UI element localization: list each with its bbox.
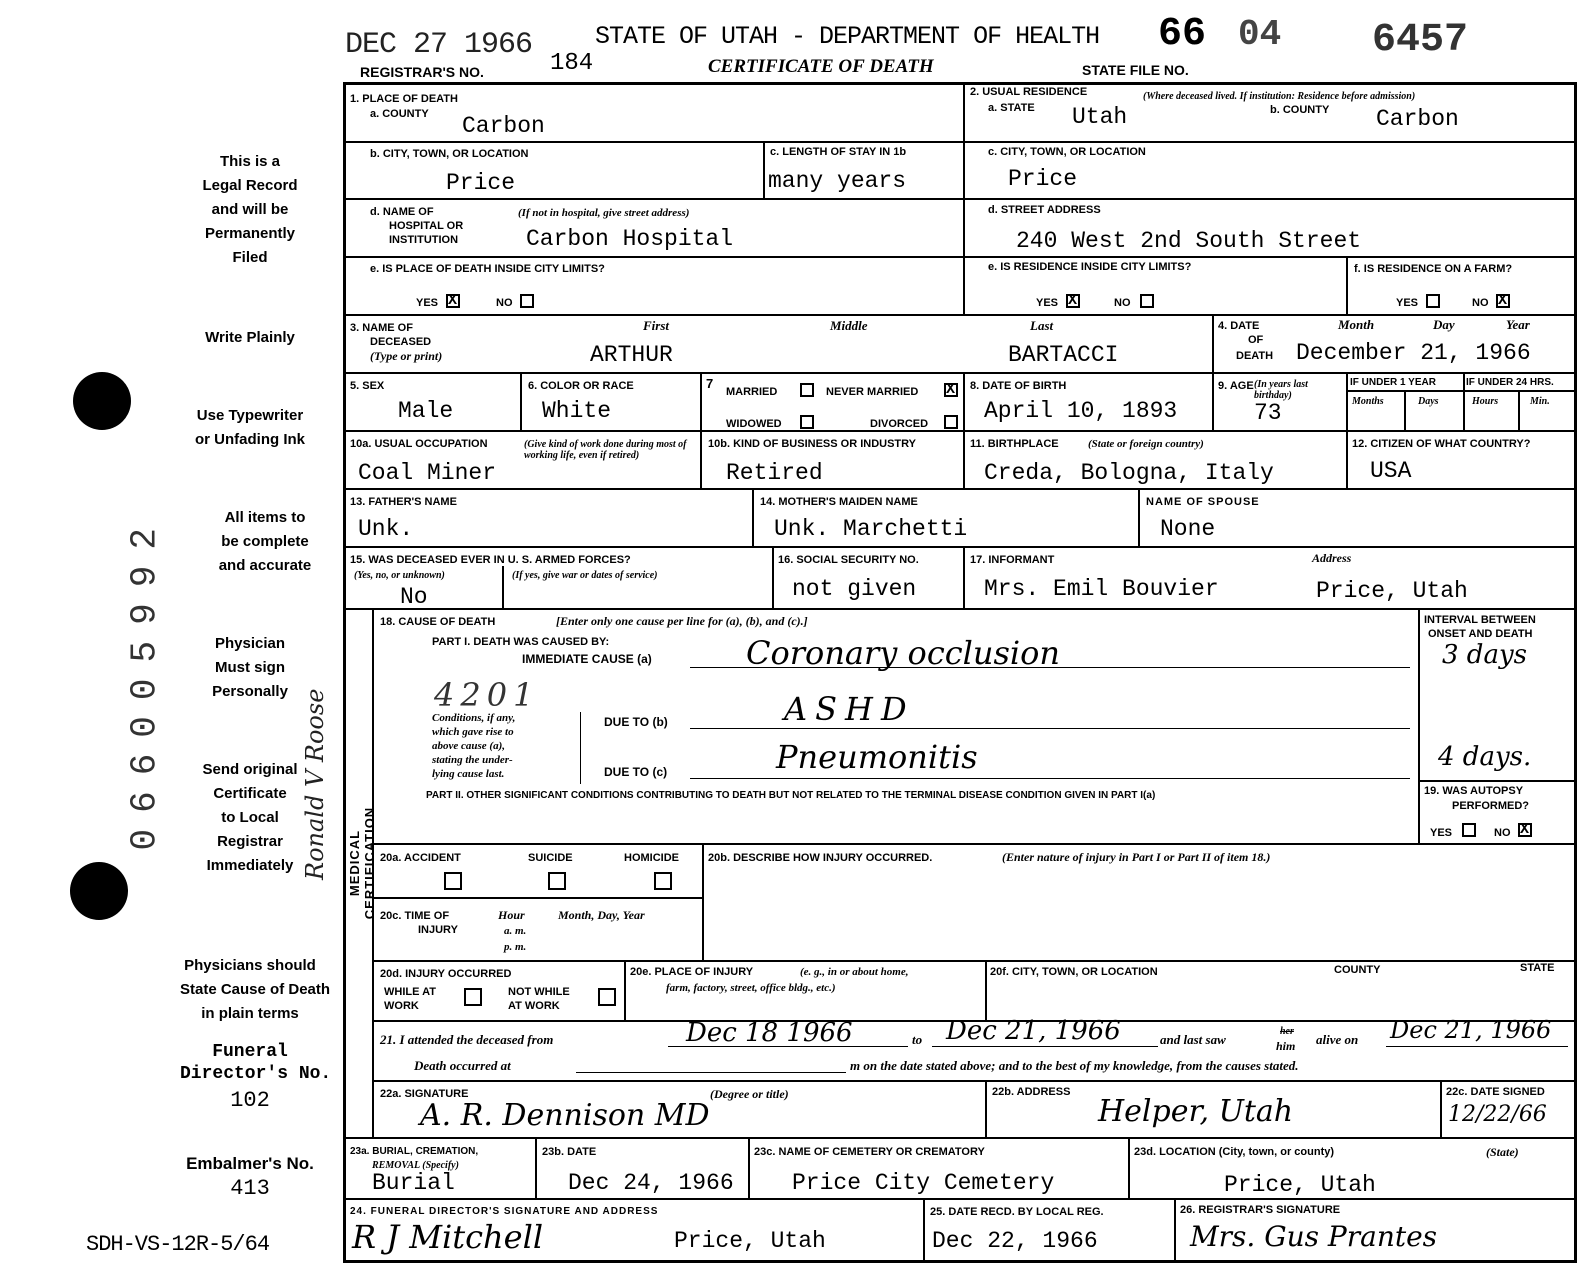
business-label: 10b. KIND OF BUSINESS OR INDUSTRY	[708, 438, 917, 450]
sidebar-send-3: to Local	[221, 809, 279, 826]
res-limits-no-checkbox[interactable]	[1140, 294, 1154, 308]
line-v-received	[923, 1198, 925, 1261]
injury-city-label: 20f. CITY, TOWN, OR LOCATION	[990, 966, 1158, 978]
immediate-cause-label: IMMEDIATE CAUSE (a)	[522, 652, 652, 666]
pod-county-label: a. COUNTY	[370, 108, 429, 120]
res-limits-yes-label: YES	[1036, 297, 1059, 309]
line-v-cemetery	[748, 1137, 750, 1198]
sidebar-physician-2: Must sign	[215, 659, 285, 676]
line-v-sex	[520, 372, 522, 430]
pod-limits-no-checkbox[interactable]	[520, 294, 534, 308]
race-field[interactable]: White	[542, 398, 612, 424]
autopsy-label: 19. WAS AUTOPSY	[1424, 785, 1524, 797]
autopsy-no-label: NO	[1494, 827, 1511, 839]
informant-label: 17. INFORMANT	[970, 554, 1055, 566]
dob-field[interactable]: April 10, 1893	[984, 398, 1178, 424]
sidebar-funeral-label-1: Funeral	[212, 1042, 288, 1062]
date-of-death-field[interactable]: December 21, 1966	[1296, 340, 1531, 366]
line-v-farm	[1346, 256, 1348, 314]
date-signed-label: 22c. DATE SIGNED	[1446, 1086, 1545, 1098]
hospital-label-1: HOSPITAL OR	[389, 220, 464, 232]
injury-hour-label: Hour	[498, 908, 525, 922]
due-to-b-label: DUE TO (b)	[604, 715, 668, 729]
pod-city-field[interactable]: Price	[446, 170, 516, 196]
birthplace-label: 11. BIRTHPLACE	[970, 438, 1059, 450]
time-of-injury-label-2: INJURY	[418, 924, 458, 936]
hospital-note: (If not in hospital, give street address)	[518, 207, 690, 219]
part2-label: PART II. OTHER SIGNIFICANT CONDITIONS CONTRIBUTING TO DEATH BUT NOT RELATED TO THE TERMINAL DISEASE CONDITION GIVEN IN PART I(a)	[426, 790, 1156, 801]
line-v-registrar	[1174, 1198, 1176, 1261]
spouse-field[interactable]: None	[1160, 516, 1216, 542]
funeral-director-label: 24. FUNERAL DIRECTOR'S SIGNATURE AND ADDRESS	[350, 1206, 659, 1217]
line-v-stay	[763, 141, 765, 198]
stamp-number-a: 66	[1158, 12, 1207, 57]
alive-on-field[interactable]: Dec 21, 1966	[1390, 1016, 1552, 1044]
cause-note: [Enter only one cause per line for (a), (b), and (c).]	[556, 614, 808, 628]
autopsy-yes-label: YES	[1430, 827, 1453, 839]
res-state-label: a. STATE	[988, 102, 1035, 114]
res-county-field[interactable]: Carbon	[1376, 106, 1459, 132]
injury-pm-label: p. m.	[504, 941, 527, 953]
citizen-label: 12. CITIZEN OF WHAT COUNTRY?	[1352, 438, 1531, 450]
cause-code: 4201	[434, 676, 540, 714]
first-name-field[interactable]: ARTHUR	[590, 342, 673, 368]
autopsy-no-checkbox[interactable]	[1518, 823, 1532, 837]
dod-day-label: Day	[1433, 317, 1455, 332]
line-h1	[343, 141, 1576, 143]
armed-forces-note-2: (If yes, give war or dates of service)	[512, 570, 658, 581]
sidebar-embalmer-label: Embalmer's No.	[186, 1154, 314, 1173]
sidebar-complete-3: and accurate	[218, 557, 312, 574]
attended-label: 21. I attended the deceased from	[380, 1032, 554, 1047]
stamp-number-c: 6457	[1372, 18, 1469, 63]
conditions-note-5: lying cause last.	[432, 768, 505, 780]
line-v-date	[1212, 314, 1214, 372]
death-statement: m on the date stated above; and to the best of my knowledge, from the causes stated.	[850, 1058, 1299, 1073]
line-h15	[343, 1137, 1576, 1139]
not-while-at-work-label-2: AT WORK	[508, 1000, 560, 1012]
res-farm-no-checkbox[interactable]	[1496, 294, 1510, 308]
dod-year-label: Year	[1506, 317, 1530, 332]
part1-label: PART I. DEATH WAS CAUSED BY:	[432, 636, 610, 648]
conditions-note-3: above cause (a),	[432, 740, 506, 752]
funeral-director-address[interactable]: Price, Utah	[674, 1228, 826, 1254]
line-v-injury-place	[624, 960, 626, 1020]
punch-hole-top	[73, 372, 131, 430]
burial-state-label: (State)	[1486, 1145, 1519, 1159]
received-label: 25. DATE RECD. BY LOCAL REG.	[930, 1206, 1104, 1218]
res-farm-label: f. IS RESIDENCE ON A FARM?	[1354, 263, 1513, 275]
alive-on-line	[1386, 1046, 1568, 1047]
due-to-b-field[interactable]: ASHD	[784, 690, 915, 728]
res-street-label: d. STREET ADDRESS	[988, 204, 1101, 216]
burial-method-field[interactable]: Burial	[372, 1170, 455, 1196]
vertical-serial-number: 066005992	[124, 512, 166, 851]
line-h4	[343, 314, 1576, 316]
sidebar-cause-3: in plain terms	[201, 1005, 299, 1022]
immediate-cause-field[interactable]: Coronary occlusion	[746, 634, 1061, 672]
line-v-burial-date	[535, 1137, 537, 1198]
ssn-field[interactable]: not given	[792, 576, 917, 602]
burial-method-label: 23a. BURIAL, CREMATION,	[350, 1146, 479, 1157]
medical-certification-label: MEDICAL CERTIFICATION	[347, 806, 377, 920]
while-at-work-label: WHILE AT	[384, 986, 436, 998]
line-v-under24	[1463, 372, 1465, 430]
line-h14	[372, 1080, 1576, 1082]
sidebar-physician-1: Physician	[214, 635, 286, 652]
injury-county-label: COUNTY	[1334, 964, 1381, 976]
res-farm-yes-checkbox[interactable]	[1426, 294, 1440, 308]
date-signed-field[interactable]: 12/22/66	[1448, 1102, 1547, 1127]
due-to-b-line	[690, 728, 1410, 729]
line-h9	[343, 608, 1576, 610]
injury-am-label: a. m.	[504, 925, 527, 937]
father-field[interactable]: Unk.	[358, 516, 414, 542]
age-note: (In years last birthday)	[1254, 379, 1308, 401]
armed-forces-note-1: (Yes, no, or unknown)	[354, 570, 445, 581]
line-v-informant	[963, 546, 965, 608]
accident-checkbox[interactable]	[444, 872, 462, 890]
sidebar-send-1: Send original	[202, 761, 298, 778]
sidebar-legal-line-3: and will be	[211, 201, 289, 218]
deceased-name-label: 3. NAME OF	[350, 322, 413, 334]
hospital-field[interactable]: Carbon Hospital	[526, 226, 734, 252]
physician-address-label: 22b. ADDRESS	[992, 1086, 1071, 1098]
due-to-c-label: DUE TO (c)	[604, 765, 668, 779]
line-v-days	[1404, 390, 1406, 430]
registrar-signature[interactable]: Mrs. Gus Prantes	[1190, 1220, 1438, 1253]
injury-place-label: 20e. PLACE OF INJURY	[630, 966, 754, 978]
line-h12	[372, 960, 1576, 962]
race-label: 6. COLOR OR RACE	[528, 380, 634, 392]
state-file-label: STATE FILE NO.	[1082, 62, 1189, 78]
spouse-label: NAME OF SPOUSE	[1146, 496, 1260, 508]
sidebar-complete-2: be complete	[221, 533, 309, 550]
form-code: SDH-VS-12R-5/64	[86, 1232, 270, 1257]
divorced-checkbox[interactable]	[944, 415, 958, 429]
sidebar-write-plainly: Write Plainly	[205, 329, 295, 346]
line-h10	[372, 843, 1576, 845]
line-v-forces	[502, 566, 504, 608]
alive-on-label: alive on	[1316, 1032, 1359, 1047]
res-county-label: b. COUNTY	[1270, 104, 1330, 116]
sex-field[interactable]: Male	[398, 398, 454, 424]
occupation-note: (Give kind of work done during most of working life, even if retired)	[524, 439, 687, 461]
line-h11	[372, 897, 702, 899]
birthplace-note: (State or foreign country)	[1088, 438, 1204, 450]
interval-label: INTERVAL BETWEEN	[1424, 614, 1536, 626]
line-h2	[343, 198, 1576, 200]
interval-a-field[interactable]: 3 days	[1442, 640, 1527, 670]
line-h-under	[1346, 390, 1576, 392]
line-v-occupation	[700, 430, 702, 488]
frame-top	[343, 82, 1576, 85]
line-v-spouse	[1138, 488, 1140, 546]
res-limits-no-label: NO	[1114, 297, 1131, 309]
widowed-label: WIDOWED	[726, 418, 782, 430]
last-saw-label: and last saw	[1160, 1032, 1226, 1047]
sidebar-send-2: Certificate	[213, 785, 287, 802]
line-v-interval	[1418, 608, 1420, 843]
informant-field[interactable]: Mrs. Emil Bouvier	[984, 576, 1219, 602]
received-field[interactable]: Dec 22, 1966	[932, 1228, 1098, 1254]
funeral-director-signature[interactable]: R J Mitchell	[352, 1218, 544, 1256]
deceased-name-label-2: DECEASED	[370, 336, 432, 348]
sidebar-funeral-no: 102	[230, 1088, 270, 1113]
never-married-label: NEVER MARRIED	[826, 386, 919, 398]
armed-forces-field[interactable]: No	[400, 584, 428, 610]
document-title: CERTIFICATE OF DEATH	[708, 56, 934, 77]
dod-month-label: Month	[1338, 317, 1375, 332]
injury-place-note-2: farm, factory, street, office bldg., etc.)	[666, 982, 836, 994]
line-v-location	[1128, 1137, 1130, 1198]
sidebar-legal-line-1: This is a	[219, 153, 281, 170]
degree-label: (Degree or title)	[710, 1087, 789, 1101]
him-label: him	[1276, 1039, 1296, 1053]
interval-label-2: ONSET AND DEATH	[1428, 628, 1533, 640]
age-field[interactable]: 73	[1254, 400, 1282, 426]
frame-bottom	[343, 1260, 1576, 1263]
armed-forces-label: 15. WAS DECEASED EVER IN U. S. ARMED FORCES?	[350, 554, 631, 566]
punch-hole-bottom	[70, 862, 128, 920]
last-name-field[interactable]: BARTACCI	[1008, 342, 1119, 368]
sidebar-legal-line-5: Filed	[232, 249, 268, 266]
homicide-checkbox[interactable]	[654, 872, 672, 890]
conditions-note-2: which gave rise to	[432, 726, 514, 738]
cause-label: 18. CAUSE OF DEATH	[380, 616, 496, 628]
death-occurred-label: Death occurred at	[414, 1058, 511, 1073]
time-of-injury-label: 20c. TIME OF	[380, 910, 450, 922]
pod-stay-field[interactable]: many years	[768, 168, 907, 194]
mother-label: 14. MOTHER'S MAIDEN NAME	[760, 496, 918, 508]
res-city-label: c. CITY, TOWN, OR LOCATION	[988, 146, 1146, 158]
due-to-c-line	[690, 778, 1410, 779]
stamp-number-b: 04	[1238, 14, 1282, 55]
not-while-at-work-label: NOT WHILE	[508, 986, 570, 998]
attended-to-label: to	[912, 1032, 923, 1047]
registrar-no-label: REGISTRAR'S NO.	[360, 64, 484, 80]
res-limits-label: e. IS RESIDENCE INSIDE CITY LIMITS?	[988, 261, 1192, 273]
her-label: her	[1280, 1026, 1294, 1037]
line-h7	[343, 488, 1576, 490]
signature-label: 22a. SIGNATURE	[380, 1088, 469, 1100]
suicide-label: SUICIDE	[528, 852, 573, 864]
line-v-address	[985, 1080, 987, 1137]
sidebar-send-4: Registrar	[217, 833, 283, 850]
res-state-field[interactable]: Utah	[1072, 104, 1128, 130]
sidebar-legal-line-4: Permanently	[204, 225, 296, 242]
line-v-ssn	[772, 546, 774, 608]
deceased-name-label-3: (Type or print)	[370, 349, 443, 363]
pod-county-field[interactable]: Carbon	[462, 113, 545, 139]
pod-stay-label: c. LENGTH OF STAY IN 1b	[770, 146, 907, 158]
conditions-note-1: Conditions, if any,	[432, 712, 516, 724]
sidebar-complete-1: All items to	[224, 509, 306, 526]
attended-from-field[interactable]: Dec 18 1966	[686, 1018, 853, 1048]
res-street-field[interactable]: 240 West 2nd South Street	[1016, 228, 1362, 254]
residence-label: 2. USUAL RESIDENCE	[970, 86, 1088, 98]
registrar-signature-label: 26. REGISTRAR'S SIGNATURE	[1180, 1204, 1341, 1216]
line-h-autopsy	[1418, 780, 1576, 782]
sex-label: 5. SEX	[350, 380, 385, 392]
sidebar-send-5: Immediately	[206, 857, 294, 874]
injury-state-label: STATE	[1520, 962, 1555, 974]
line-v-date-signed	[1440, 1080, 1442, 1137]
mother-field[interactable]: Unk. Marchetti	[774, 516, 968, 542]
attended-to-line	[932, 1046, 1158, 1047]
residence-note: (Where deceased lived. If institution: Residence before admission)	[1143, 91, 1416, 102]
hospital-label-d: d. NAME OF	[370, 206, 434, 218]
widowed-checkbox[interactable]	[800, 415, 814, 429]
under-1-year-label: IF UNDER 1 YEAR	[1350, 377, 1436, 388]
pod-limits-no-label: NO	[496, 297, 513, 309]
res-farm-yes-label: YES	[1396, 297, 1419, 309]
res-farm-no-label: NO	[1472, 297, 1489, 309]
married-checkbox[interactable]	[800, 383, 814, 397]
informant-address-field[interactable]: Price, Utah	[1316, 578, 1468, 604]
place-of-death-label: 1. PLACE OF DEATH	[350, 93, 458, 105]
attended-to-field[interactable]: Dec 21, 1966	[946, 1016, 1121, 1046]
burial-method-label-2: REMOVAL (Specify)	[372, 1160, 459, 1171]
conditions-bracket	[580, 712, 581, 784]
sidebar-funeral-label-2: Director's No.	[180, 1064, 332, 1084]
pod-limits-yes-checkbox[interactable]	[446, 294, 460, 308]
sidebar-legal-line-2: Legal Record	[202, 177, 298, 194]
agency-title: STATE OF UTAH - DEPARTMENT OF HEALTH	[595, 22, 1100, 51]
under-24-hrs-label: IF UNDER 24 HRS.	[1466, 377, 1554, 388]
line-h5	[343, 372, 1576, 374]
physician-address-field[interactable]: Helper, Utah	[1098, 1094, 1294, 1129]
hours-label: Hours	[1472, 396, 1499, 407]
min-label: Min.	[1530, 396, 1550, 407]
father-label: 13. FATHER'S NAME	[350, 496, 457, 508]
injury-place-note: (e. g., in or about home,	[800, 966, 909, 978]
days-label: Days	[1418, 396, 1439, 407]
business-field[interactable]: Retired	[726, 460, 823, 486]
physician-signature[interactable]: A. R. Dennison MD	[420, 1098, 710, 1133]
line-v-col-residence	[963, 82, 965, 314]
interval-c-field[interactable]: 4 days.	[1438, 742, 1532, 772]
sidebar-physician-3: Personally	[212, 683, 288, 700]
line-h3	[343, 256, 1576, 258]
never-married-checkbox[interactable]	[944, 383, 958, 397]
line-h16	[343, 1198, 1576, 1200]
res-city-field[interactable]: Price	[1008, 166, 1078, 192]
months-label: Months	[1352, 396, 1384, 407]
frame-right	[1574, 82, 1577, 1263]
divorced-label: DIVORCED	[870, 418, 929, 430]
married-label: MARRIED	[726, 386, 778, 398]
injury-describe-note: (Enter nature of injury in Part I or Part II of item 18.)	[1002, 850, 1271, 864]
line-v-injury-desc	[702, 843, 704, 960]
cemetery-field[interactable]: Price City Cemetery	[792, 1170, 1055, 1196]
cemetery-label: 23c. NAME OF CEMETERY OR CREMATORY	[754, 1146, 985, 1158]
sidebar-embalmer-no: 413	[230, 1176, 270, 1201]
occupation-field[interactable]: Coal Miner	[358, 460, 497, 486]
burial-location-label: 23d. LOCATION (City, town, or county)	[1134, 1146, 1335, 1158]
birthplace-field[interactable]: Creda, Bologna, Italy	[984, 460, 1274, 486]
line-v-marital	[963, 372, 965, 488]
pod-limits-yes-label: YES	[416, 297, 439, 309]
frame-left	[343, 82, 346, 1263]
line-v-mother	[752, 488, 754, 546]
line-v-race	[700, 372, 702, 430]
date-of-death-label: 4. DATE	[1218, 320, 1260, 332]
line-v-min	[1518, 390, 1520, 430]
date-of-death-death: DEATH	[1236, 350, 1274, 362]
while-at-work-checkbox[interactable]	[464, 988, 482, 1006]
vertical-handwritten-signature: Ronald V Roose	[301, 688, 329, 880]
sidebar-cause-1: Physicians should	[184, 957, 316, 974]
hospital-label-2: INSTITUTION	[389, 234, 459, 246]
dob-label: 8. DATE OF BIRTH	[970, 380, 1067, 392]
registrar-no: 184	[550, 50, 594, 77]
line-h8	[343, 546, 1576, 548]
pod-city-label: b. CITY, TOWN, OR LOCATION	[370, 148, 529, 160]
burial-date-field[interactable]: Dec 24, 1966	[568, 1170, 734, 1196]
line-h6	[343, 430, 1576, 432]
line-v-age	[1212, 372, 1214, 430]
autopsy-label-2: PERFORMED?	[1452, 800, 1529, 812]
middle-name-label: Middle	[830, 318, 868, 333]
sidebar-typewriter-2: or Unfading Ink	[195, 431, 305, 448]
death-occurred-line	[576, 1072, 846, 1073]
accident-label: 20a. ACCIDENT	[380, 852, 461, 864]
suicide-checkbox[interactable]	[548, 872, 566, 890]
occupation-label: 10a. USUAL OCCUPATION	[350, 438, 488, 450]
sidebar-typewriter-1: Use Typewriter	[196, 407, 304, 424]
marital-item-number: 7	[706, 376, 714, 391]
date-of-death-of: OF	[1248, 334, 1264, 346]
ssn-label: 16. SOCIAL SECURITY NO.	[778, 554, 919, 566]
burial-date-label: 23b. DATE	[542, 1146, 597, 1158]
age-label: 9. AGE	[1218, 380, 1254, 392]
while-at-work-label-2: WORK	[384, 1000, 419, 1012]
first-name-label: First	[643, 318, 670, 333]
injury-occurred-label: 20d. INJURY OCCURRED	[380, 968, 512, 980]
burial-location-field[interactable]: Price, Utah	[1224, 1172, 1376, 1198]
injury-describe-label: 20b. DESCRIBE HOW INJURY OCCURRED.	[708, 852, 933, 864]
pod-limits-label: e. IS PLACE OF DEATH INSIDE CITY LIMITS?	[370, 263, 605, 275]
informant-address-label: Address	[1312, 551, 1352, 565]
autopsy-yes-checkbox[interactable]	[1462, 823, 1476, 837]
conditions-note-4: stating the under-	[432, 754, 513, 766]
res-limits-yes-checkbox[interactable]	[1066, 294, 1080, 308]
date-stamp: DEC 27 1966	[345, 28, 533, 62]
line-v-injury-city	[985, 960, 987, 1020]
not-while-at-work-checkbox[interactable]	[598, 988, 616, 1006]
homicide-label: HOMICIDE	[624, 852, 679, 864]
sidebar-cause-2: State Cause of Death	[180, 981, 331, 998]
due-to-c-field[interactable]: Pneumonitis	[776, 738, 978, 776]
injury-mdy-label: Month, Day, Year	[558, 908, 645, 922]
last-name-label: Last	[1030, 318, 1054, 333]
citizen-field[interactable]: USA	[1370, 458, 1412, 484]
